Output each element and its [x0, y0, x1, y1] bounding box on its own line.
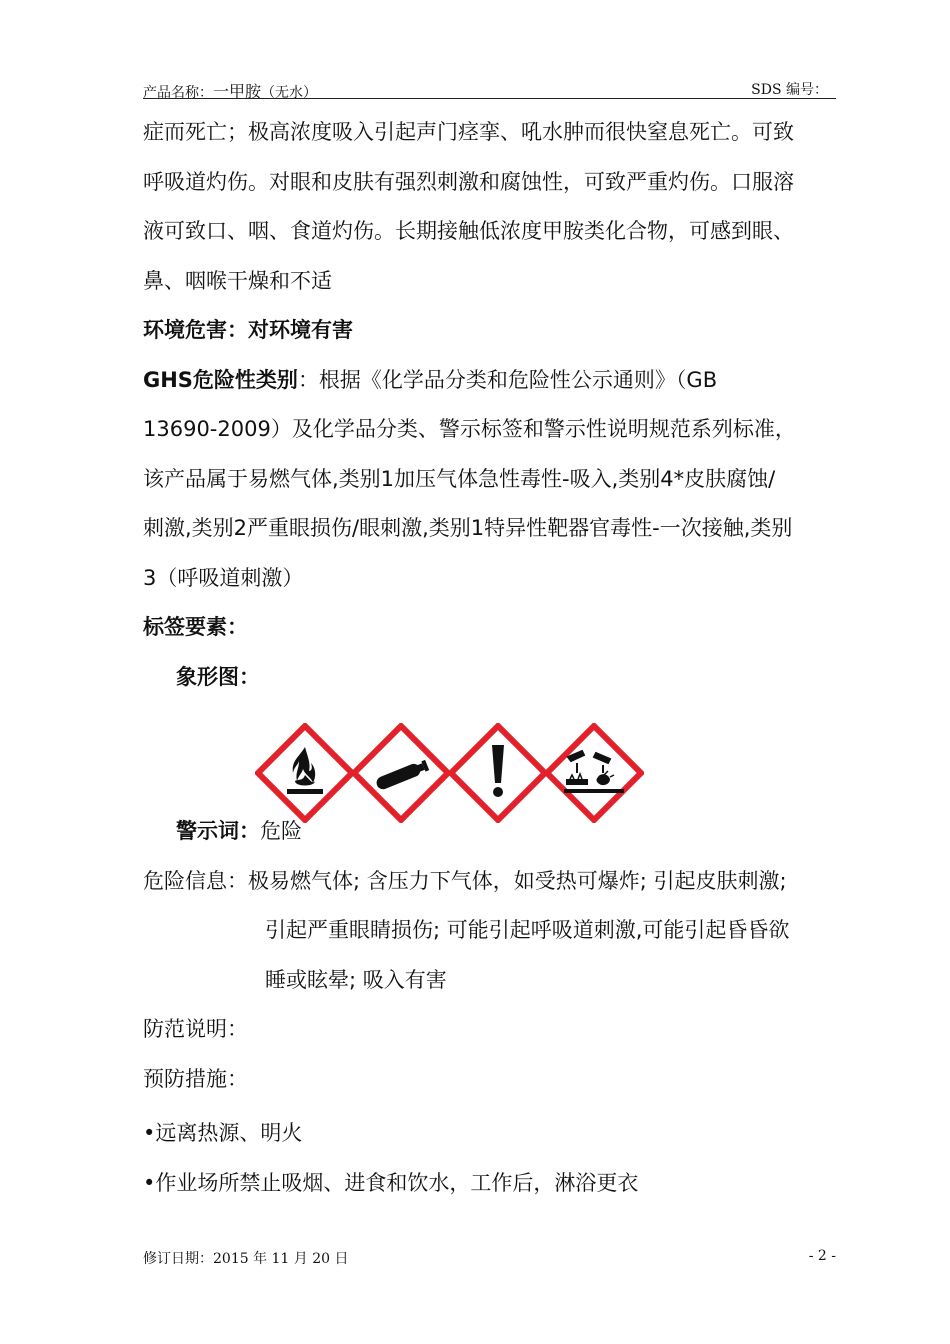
text-line: 刺激,类别2严重眼损伤/眼刺激,类别1特异性靶器官毒性-一次接触,类别: [143, 516, 793, 540]
bullet-item: •远离热源、明火: [143, 1121, 303, 1145]
text-line: 该产品属于易燃气体,类别1加压气体急性毒性-吸入,类别4*皮肤腐蚀/: [143, 466, 776, 491]
hazard-info-line: 引起严重眼睛损伤; 可能引起呼吸道刺激,可能引起昏昏欲: [265, 918, 790, 942]
hazard-info-line: 睡或眩晕; 吸入有害: [265, 967, 447, 992]
signal-label: 警示词：: [176, 819, 260, 843]
product-name-label: [143, 79, 317, 102]
ghs-text: ：根据《化学品分类和危险性公示通则》（GB: [297, 367, 718, 392]
ghs-category-line: [143, 356, 843, 406]
text-line: 液可致口、咽、食道灼伤。长期接触低浓度甲胺类化合物，可感到眼、: [143, 219, 794, 243]
text-line: 症而死亡；极高浓度吸入引起声门痉挛、吼水肿而很快窒息死亡。可致: [143, 120, 794, 144]
document-body-continued: [143, 807, 843, 1208]
signal-word-line: [143, 807, 843, 857]
product-name: 一甲胺: [213, 82, 262, 101]
sds-number-label: SDS 编号：: [751, 82, 828, 98]
text-line: 13690-2009）及化学品分类、警示标签和警示性说明规范系列标准，: [143, 417, 796, 441]
pictogram-heading: 象形图：: [176, 664, 260, 689]
product-label: 产品名称：: [143, 85, 213, 101]
page-footer: [143, 1248, 836, 1268]
prevention-heading: 预防措施：: [143, 1066, 248, 1091]
text-line: 鼻、咽喉干燥和不适: [143, 268, 332, 293]
bullet-item: •作业场所禁止吸烟、进食和饮水，工作后，淋浴更衣: [143, 1170, 639, 1195]
hazard-info-line: 危险信息：极易燃气体; 含压力下气体，如受热可爆炸; 引起皮肤刺激;: [143, 868, 787, 893]
signal-word: 危险: [260, 819, 302, 843]
label-elements-heading: 标签要素：: [143, 615, 248, 639]
text-line: 3（呼吸道刺激）: [143, 565, 304, 590]
text-line: 呼吸道灼伤。对眼和皮肤有强烈刺激和腐蚀性，可致严重灼伤。口服溶: [143, 169, 794, 194]
precaution-heading: 防范说明：: [143, 1017, 248, 1041]
page-header: [143, 76, 836, 99]
product-note: （无水）: [261, 85, 318, 101]
document-body: [143, 108, 843, 702]
environmental-hazard: 环境危害：对环境有害: [143, 318, 353, 342]
page-number: - 2 -: [808, 1248, 836, 1264]
revision-date: 修订日期：2015 年 11 月 20 日: [143, 1251, 349, 1267]
ghs-label: GHS危险性类别: [143, 367, 298, 392]
